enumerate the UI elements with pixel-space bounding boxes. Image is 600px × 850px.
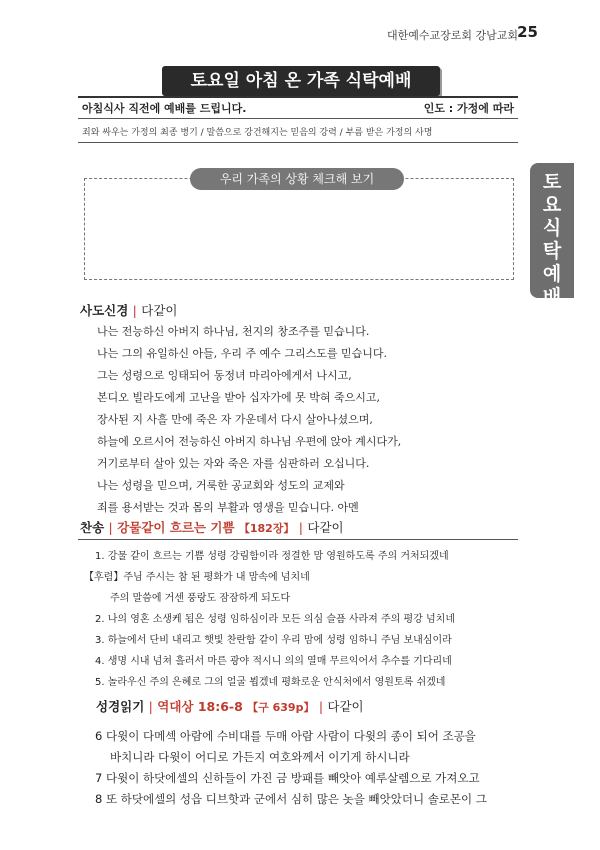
side-tab [530,163,574,308]
intro-leader: 인도 : 가정에 따라 [423,102,514,115]
side-tab-char: 식 [542,217,562,239]
hymn-divider [78,539,518,540]
intro-divider [78,118,518,119]
family-check-box [84,178,514,280]
family-check-label: 우리 가족의 상황 체크해 보기 [190,168,404,190]
separator: | [298,520,304,535]
page-number: 25 [517,23,538,41]
creed-line: 나는 성령을 믿으며, 거룩한 공교회와 성도의 교제와 [97,479,345,492]
creed-line: 죄를 용서받는 것과 몸의 부활과 영생을 믿습니다. 아멘 [97,501,359,514]
separator: | [108,520,113,535]
bible-verse: 6 다윗이 다메섹 아람에 수비대를 두매 아람 사람이 다윗의 종이 되어 조공을 [95,729,476,743]
page-title: 토요일 아침 온 가족 식탁예배 [162,66,440,96]
side-tab-char: 탁 [542,240,562,262]
hymn-chorus: 【후렴】주님 주시는 참 된 평화가 내 맘속에 넘치네 [84,572,310,583]
hymn-chorus: 주의 말씀에 거센 풍랑도 잠잠하게 되도다 [110,593,291,604]
creed-line: 본디오 빌라도에게 고난을 받아 십자가에 못 박혀 죽으시고, [97,391,380,404]
themes-line: 죄와 싸우는 가정의 최종 병기 / 말씀으로 강건해지는 믿음의 강력 / 부름 받은 가정의 사명 [82,128,433,138]
bible-label: 성경읽기 [96,699,145,714]
bible-verse: 바치니라 다윗이 어디로 가든지 여호와께서 이기게 하시니라 [110,750,410,764]
bible-together: 다같이 [327,699,364,714]
creed-line: 나는 그의 유일하신 아들, 우리 주 예수 그리스도를 믿습니다. [97,347,387,360]
hymn-verse: 4. 생명 시내 넘쳐 흘러서 마른 광야 적시니 의의 열매 무르익어서 추수를 기다리네 [95,656,452,667]
side-tab-char: 토 [542,171,562,193]
hymn-verse: 1. 강물 같이 흐르는 기쁨 성령 강림함이라 정결한 맘 영원하도록 주의 거처되겠네 [95,551,449,562]
bible-heading [96,697,364,715]
creed-line: 장사된 지 사흘 만에 죽은 자 가운데서 다시 살아나셨으며, [97,413,373,426]
hymn-label: 찬송 [80,520,105,535]
hymn-verse: 2. 나의 영혼 소생케 됨은 성령 임하심이라 모든 의심 슬픔 사라져 주의 평강 넘치네 [95,614,455,625]
hymn-number: 【182장】 [238,522,295,535]
hymn-heading [80,518,344,536]
bible-verse: 8 또 하닷에셀의 성읍 디브핫과 군에서 심히 많은 놋을 빼앗았더니 솔로몬이 그 [95,792,487,806]
hymn-verse: 5. 놀라우신 주의 은혜로 그의 얼굴 뵙겠네 평화로운 안식처에서 영원토록 쉬겠네 [95,677,446,688]
creed-line: 하늘에 오르시어 전능하신 아버지 하나님 우편에 앉아 계시다가, [97,435,402,448]
creed-title: 사도신경 [80,303,129,318]
creed-heading [80,301,177,319]
hymn-verse: 3. 하늘에서 단비 내리고 햇빛 찬란함 같이 우리 맘에 성령 임하니 주님 보내심이라 [95,635,452,646]
bible-page: 【구 639p】 [247,701,315,714]
creed-line: 그는 성령으로 잉태되어 동정녀 마리아에게서 나시고, [97,369,352,382]
side-tab-char: 예 [542,263,562,285]
title-divider [78,96,518,98]
hymn-title: 강물같이 흐르는 기쁨 [117,520,235,535]
creed-together: 다같이 [141,303,178,318]
themes-divider [78,142,518,143]
side-tab-char: 요 [542,194,562,216]
separator: | [318,699,324,714]
creed-line: 나는 전능하신 아버지 하나님, 천지의 창조주를 믿습니다. [97,325,370,338]
bible-reference: 역대상 18:6-8 [157,699,243,714]
hymn-together: 다같이 [307,520,344,535]
bible-verse: 7 다윗이 하닷에셀의 신하들이 가진 금 방패를 빼앗아 예루살렘으로 가져오고 [95,771,480,785]
side-tab-char: 배 [542,286,562,308]
separator: | [148,699,153,714]
separator: | [132,303,137,318]
intro-instruction: 아침식사 직전에 예배를 드립니다. [82,102,247,115]
creed-line: 거기로부터 살아 있는 자와 죽은 자를 심판하러 오십니다. [97,457,370,470]
church-name: 대한예수교장로회 강남교회 [386,29,518,42]
